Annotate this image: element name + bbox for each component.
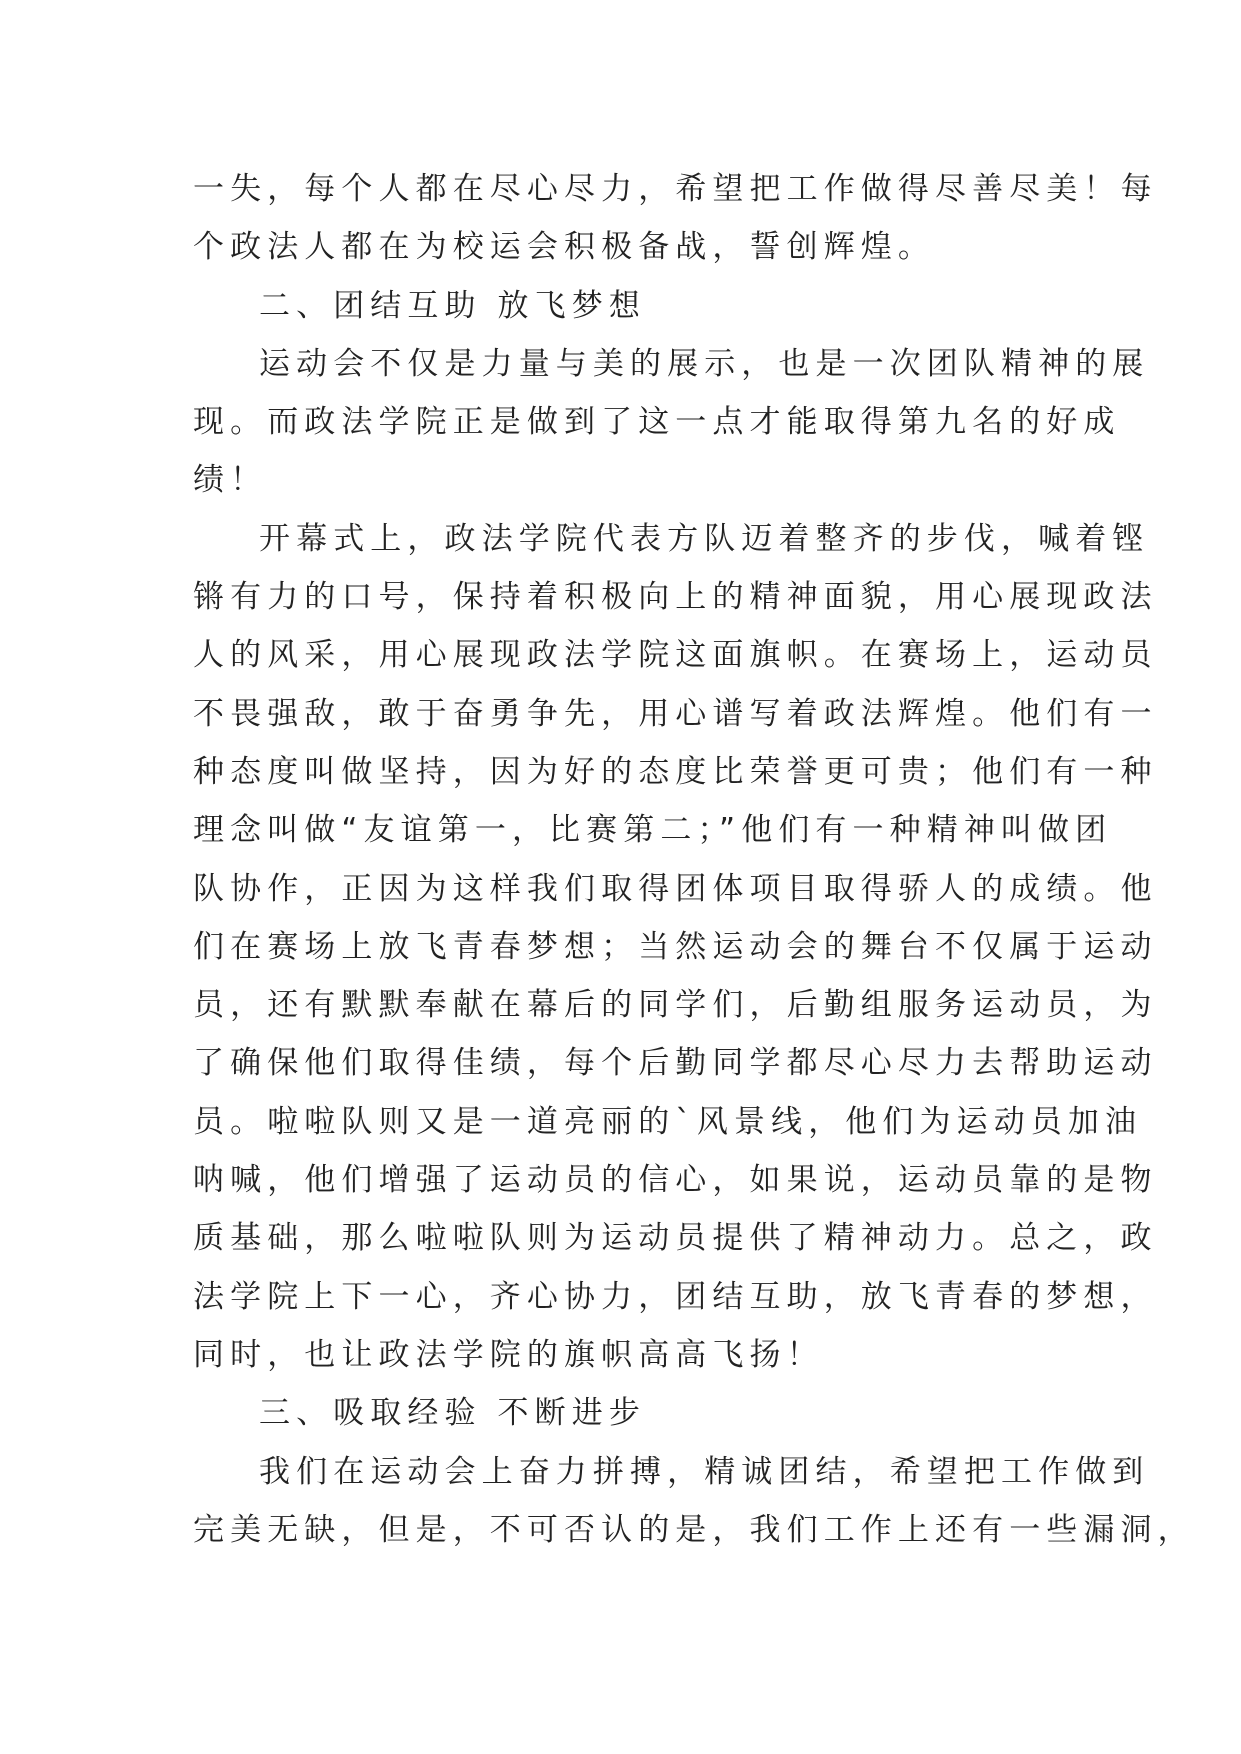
text-line: 绩！ bbox=[193, 462, 268, 499]
text-line: 我们在运动会上奋力拼搏，精诚团结，希望把工作做到 bbox=[259, 1453, 1150, 1490]
text-line: 们在赛场上放飞青春梦想；当然运动会的舞台不仅属于运动 bbox=[193, 928, 1158, 965]
document-body bbox=[193, 160, 1195, 1559]
text-line: 员，还有默默奉献在幕后的同学们，后勤组服务运动员，为 bbox=[193, 987, 1158, 1024]
text-line: 同时，也让政法学院的旗帜高高飞扬！ bbox=[193, 1336, 824, 1373]
text-line: 了确保他们取得佳绩，每个后勤同学都尽心尽力去帮助运动 bbox=[193, 1045, 1158, 1082]
text-line: 员。啦啦队则又是一道亮丽的`风景线，他们为运动员加油 bbox=[193, 1103, 1143, 1140]
text-line: 队协作，正因为这样我们取得团体项目取得骄人的成绩。他 bbox=[193, 870, 1158, 907]
paragraph-lessons bbox=[193, 1443, 1195, 1560]
text-line: 种态度叫做坚持，因为好的态度比荣誉更可贵；他们有一种 bbox=[193, 753, 1158, 790]
text-line: 理念叫做“友谊第一，比赛第二；”他们有一种精神叫做团 bbox=[193, 812, 1113, 849]
section-heading-3 bbox=[193, 1384, 1073, 1442]
section-heading-2 bbox=[193, 277, 1073, 335]
text-line: 呐喊，他们增强了运动员的信心，如果说，运动员靠的是物 bbox=[193, 1162, 1158, 1199]
text-line: 完美无缺，但是，不可否认的是，我们工作上还有一些漏洞， bbox=[193, 1511, 1195, 1548]
text-line: 法学院上下一心，齐心协力，团结互助，放飞青春的梦想， bbox=[193, 1278, 1158, 1315]
text-line: 不畏强敌，敢于奋勇争先，用心谱写着政法辉煌。他们有一 bbox=[193, 695, 1158, 732]
text-line: 一失，每个人都在尽心尽力，希望把工作做得尽善尽美！每 bbox=[193, 171, 1158, 207]
heading-text: 三、吸取经验 不断进步 bbox=[259, 1395, 646, 1432]
heading-text: 二、团结互助 放飞梦想 bbox=[259, 287, 646, 324]
paragraph-opening-ceremony bbox=[193, 510, 1158, 1384]
text-line: 个政法人都在为校运会积极备战，誓创辉煌。 bbox=[193, 229, 935, 266]
text-line: 人的风采，用心展现政法学院这面旗帜。在赛场上，运动员 bbox=[193, 637, 1158, 674]
text-line: 开幕式上，政法学院代表方队迈着整齐的步伐，喊着铿 bbox=[259, 520, 1150, 557]
text-line: 锵有力的口号，保持着积极向上的精神面貌，用心展现政法 bbox=[193, 579, 1158, 616]
paragraph-continued bbox=[193, 160, 1158, 277]
text-line: 运动会不仅是力量与美的展示，也是一次团队精神的展 bbox=[259, 345, 1150, 382]
text-line: 质基础，那么啦啦队则为运动员提供了精神动力。总之，政 bbox=[193, 1220, 1158, 1257]
paragraph-team-spirit bbox=[193, 335, 1150, 510]
text-line: 现。而政法学院正是做到了这一点才能取得第九名的好成 bbox=[193, 404, 1121, 441]
